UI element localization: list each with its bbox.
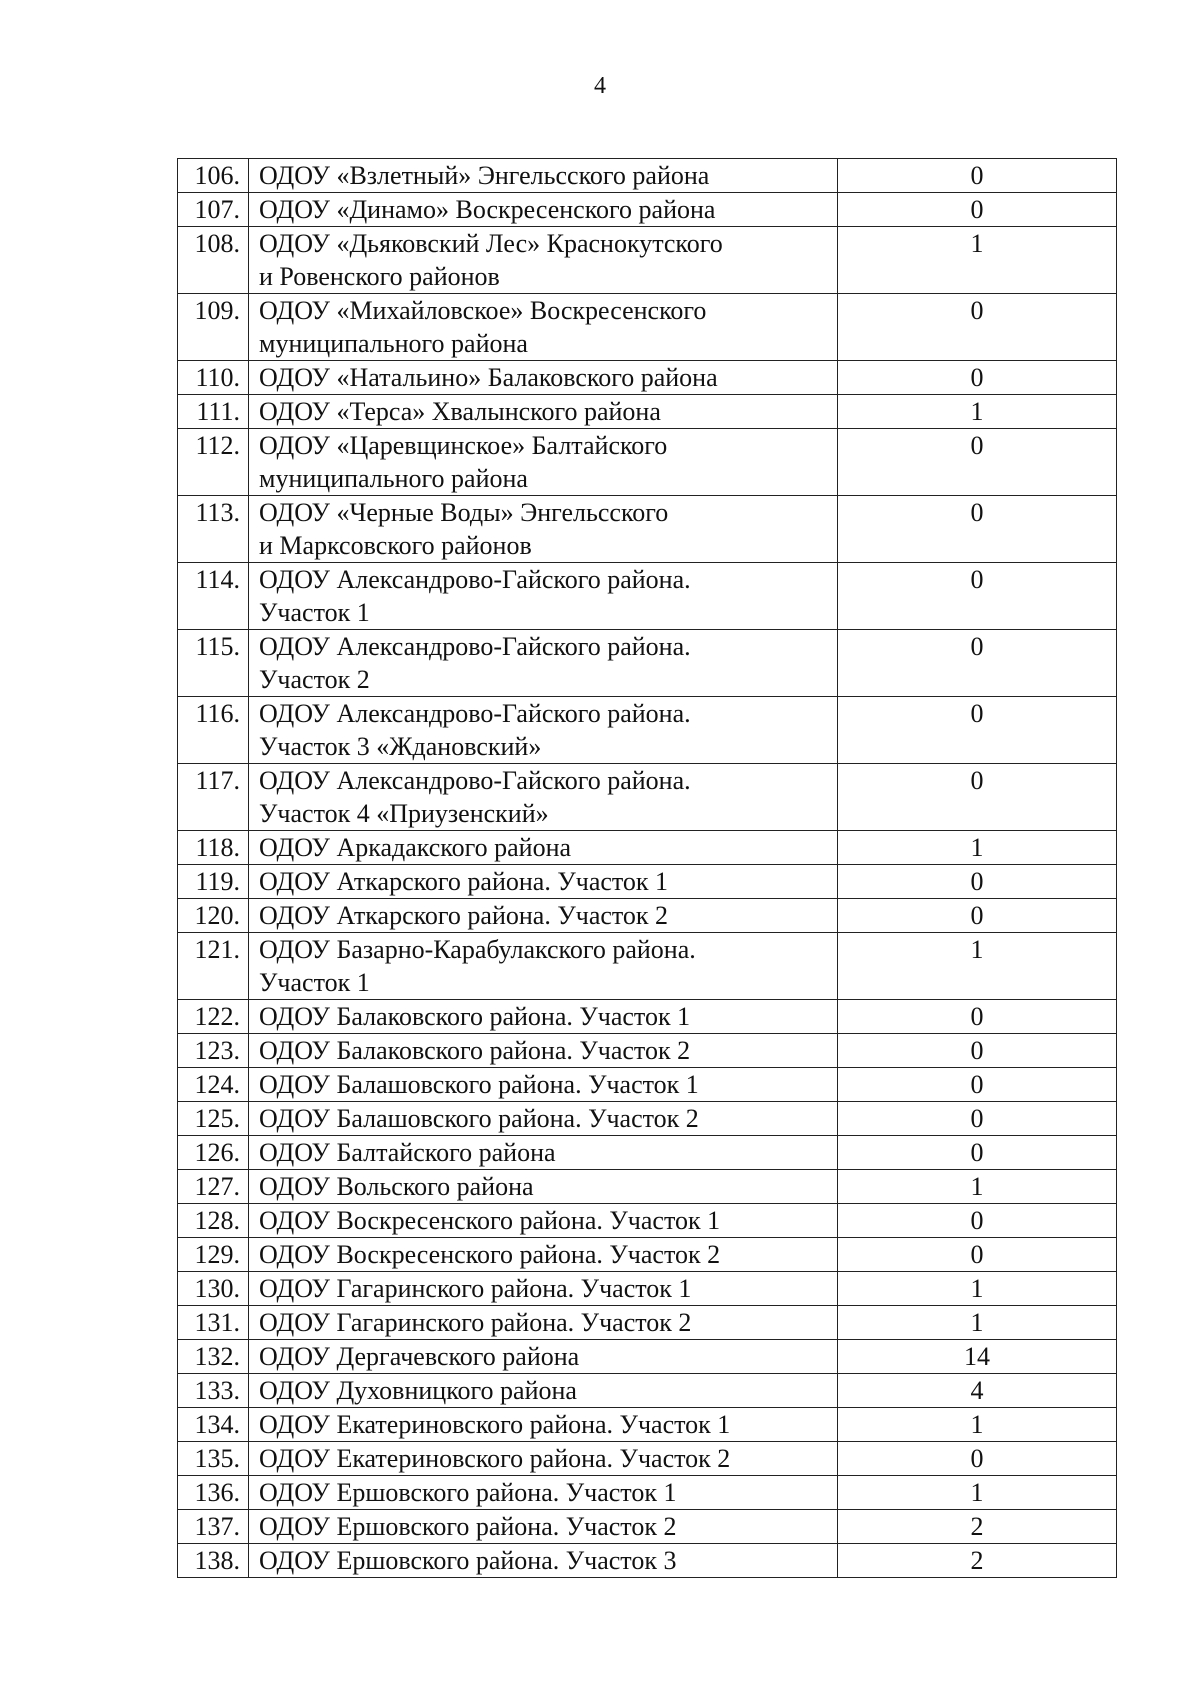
- row-name: [249, 831, 838, 865]
- row-name-line: Участок 4 «Приузенский»: [259, 799, 549, 828]
- table-row: [178, 1442, 1117, 1476]
- table-row: [178, 395, 1117, 429]
- row-name: [249, 1408, 838, 1442]
- row-number: 112.: [178, 429, 249, 496]
- row-value: 1: [838, 831, 1117, 865]
- row-name-line: ОДОУ Вольского района: [259, 1172, 534, 1201]
- row-name: [249, 159, 838, 193]
- row-name-line: ОДОУ Ершовского района. Участок 2: [259, 1512, 677, 1541]
- row-value: 0: [838, 361, 1117, 395]
- row-value: 1: [838, 395, 1117, 429]
- table-row: [178, 630, 1117, 697]
- row-number: 137.: [178, 1510, 249, 1544]
- row-name: [249, 1374, 838, 1408]
- row-number: 126.: [178, 1136, 249, 1170]
- row-value: 0: [838, 1238, 1117, 1272]
- row-name-line: ОДОУ Воскресенского района. Участок 2: [259, 1240, 721, 1269]
- table-row: [178, 865, 1117, 899]
- row-number: 128.: [178, 1204, 249, 1238]
- row-name: [249, 1170, 838, 1204]
- row-name: [249, 193, 838, 227]
- row-value: 0: [838, 1068, 1117, 1102]
- table-row: [178, 159, 1117, 193]
- row-number: 116.: [178, 697, 249, 764]
- row-name-line: Участок 1: [259, 968, 370, 997]
- row-value: 0: [838, 1204, 1117, 1238]
- row-value: 0: [838, 697, 1117, 764]
- row-value: 4: [838, 1374, 1117, 1408]
- table-row: [178, 1476, 1117, 1510]
- row-name: [249, 1204, 838, 1238]
- page-number: 4: [594, 73, 606, 99]
- row-value: 0: [838, 193, 1117, 227]
- row-name-line: ОДОУ Аркадакского района: [259, 833, 572, 862]
- table-row: [178, 429, 1117, 496]
- row-name: [249, 1442, 838, 1476]
- row-name-line: ОДОУ Балтайского района: [259, 1138, 556, 1167]
- row-name-line: муниципального района: [259, 464, 528, 493]
- row-name-line: ОДОУ Гагаринского района. Участок 2: [259, 1308, 692, 1337]
- row-name-line: Участок 3 «Ждановский»: [259, 732, 542, 761]
- row-name-line: ОДОУ «Михайловское» Воскресенского: [259, 296, 707, 325]
- row-number: 110.: [178, 361, 249, 395]
- row-number: 117.: [178, 764, 249, 831]
- row-number: 121.: [178, 933, 249, 1000]
- row-name-line: ОДОУ Александрово-Гайского района.: [259, 632, 691, 661]
- row-name-line: ОДОУ Балашовского района. Участок 2: [259, 1104, 699, 1133]
- row-value: 1: [838, 227, 1117, 294]
- row-name: [249, 933, 838, 1000]
- row-name: [249, 865, 838, 899]
- row-number: 106.: [178, 159, 249, 193]
- row-name: [249, 899, 838, 933]
- row-number: 132.: [178, 1340, 249, 1374]
- row-name-line: ОДОУ «Терса» Хвалынского района: [259, 397, 661, 426]
- table-row: [178, 1340, 1117, 1374]
- row-value: 0: [838, 1136, 1117, 1170]
- row-name: [249, 1476, 838, 1510]
- row-value: 0: [838, 1000, 1117, 1034]
- row-number: 127.: [178, 1170, 249, 1204]
- row-number: 111.: [178, 395, 249, 429]
- row-name: [249, 764, 838, 831]
- row-name-line: ОДОУ Базарно-Карабулакского района.: [259, 935, 696, 964]
- row-name: [249, 697, 838, 764]
- row-name-line: Участок 1: [259, 598, 370, 627]
- row-name-line: ОДОУ Екатериновского района. Участок 2: [259, 1444, 731, 1473]
- row-name: [249, 1068, 838, 1102]
- row-name: [249, 1136, 838, 1170]
- row-value: 0: [838, 899, 1117, 933]
- table-row: [178, 294, 1117, 361]
- row-number: 138.: [178, 1544, 249, 1578]
- table-row: [178, 697, 1117, 764]
- row-name-line: ОДОУ «Царевщинское» Балтайского: [259, 431, 668, 460]
- row-name-line: ОДОУ «Дьяковский Лес» Краснокутского: [259, 229, 723, 258]
- row-name: [249, 1102, 838, 1136]
- row-value: 0: [838, 764, 1117, 831]
- table-row: [178, 764, 1117, 831]
- row-name-line: ОДОУ Гагаринского района. Участок 1: [259, 1274, 692, 1303]
- row-name-line: ОДОУ Балашовского района. Участок 1: [259, 1070, 699, 1099]
- row-name: [249, 1000, 838, 1034]
- row-name: [249, 1544, 838, 1578]
- row-number: 108.: [178, 227, 249, 294]
- row-name: [249, 1238, 838, 1272]
- row-name-line: ОДОУ «Динамо» Воскресенского района: [259, 195, 716, 224]
- row-name: [249, 1034, 838, 1068]
- table-row: [178, 1238, 1117, 1272]
- row-number: 129.: [178, 1238, 249, 1272]
- row-name-line: ОДОУ Александрово-Гайского района.: [259, 565, 691, 594]
- row-value: 0: [838, 496, 1117, 563]
- table-row: [178, 1102, 1117, 1136]
- row-name-line: ОДОУ Воскресенского района. Участок 1: [259, 1206, 721, 1235]
- row-name-line: ОДОУ Екатериновского района. Участок 1: [259, 1410, 731, 1439]
- table-row: [178, 1000, 1117, 1034]
- table-row: [178, 496, 1117, 563]
- row-name-line: ОДОУ «Натальино» Балаковского района: [259, 363, 718, 392]
- row-value: 1: [838, 1408, 1117, 1442]
- row-number: 115.: [178, 630, 249, 697]
- row-number: 107.: [178, 193, 249, 227]
- row-number: 114.: [178, 563, 249, 630]
- row-name: [249, 630, 838, 697]
- table-row: [178, 227, 1117, 294]
- table-row: [178, 899, 1117, 933]
- row-name-line: ОДОУ «Черные Воды» Энгельсского: [259, 498, 669, 527]
- row-value: 0: [838, 1102, 1117, 1136]
- row-name: [249, 1510, 838, 1544]
- row-number: 130.: [178, 1272, 249, 1306]
- row-value: 0: [838, 1442, 1117, 1476]
- row-name: [249, 563, 838, 630]
- row-value: 0: [838, 563, 1117, 630]
- row-name-line: ОДОУ Аткарского района. Участок 1: [259, 867, 669, 896]
- table-body: [178, 159, 1117, 1578]
- row-value: 0: [838, 294, 1117, 361]
- table-row: [178, 193, 1117, 227]
- row-number: 119.: [178, 865, 249, 899]
- row-value: 14: [838, 1340, 1117, 1374]
- table-row: [178, 1544, 1117, 1578]
- row-name-line: ОДОУ Духовницкого района: [259, 1376, 577, 1405]
- row-value: 1: [838, 933, 1117, 1000]
- table-row: [178, 1170, 1117, 1204]
- row-number: 124.: [178, 1068, 249, 1102]
- row-value: 1: [838, 1476, 1117, 1510]
- table-row: [178, 933, 1117, 1000]
- row-name: [249, 429, 838, 496]
- row-name: [249, 395, 838, 429]
- table-row: [178, 361, 1117, 395]
- row-name-line: ОДОУ Балаковского района. Участок 2: [259, 1036, 691, 1065]
- row-name: [249, 496, 838, 563]
- row-name-line: ОДОУ Ершовского района. Участок 3: [259, 1546, 677, 1575]
- row-name: [249, 1306, 838, 1340]
- row-number: 113.: [178, 496, 249, 563]
- row-number: 134.: [178, 1408, 249, 1442]
- row-number: 135.: [178, 1442, 249, 1476]
- table-row: [178, 1034, 1117, 1068]
- row-number: 125.: [178, 1102, 249, 1136]
- data-table: [177, 158, 1117, 1578]
- row-value: 1: [838, 1272, 1117, 1306]
- row-value: 0: [838, 1034, 1117, 1068]
- table-row: [178, 563, 1117, 630]
- row-name-line: ОДОУ Аткарского района. Участок 2: [259, 901, 669, 930]
- table-row: [178, 1408, 1117, 1442]
- row-number: 131.: [178, 1306, 249, 1340]
- row-value: 1: [838, 1170, 1117, 1204]
- row-number: 133.: [178, 1374, 249, 1408]
- table-row: [178, 1068, 1117, 1102]
- row-name-line: ОДОУ «Взлетный» Энгельсского района: [259, 161, 710, 190]
- row-name-line: и Ровенского районов: [259, 262, 500, 291]
- row-name-line: ОДОУ Александрово-Гайского района.: [259, 766, 691, 795]
- row-value: 0: [838, 630, 1117, 697]
- table-row: [178, 1272, 1117, 1306]
- table-row: [178, 1374, 1117, 1408]
- row-name: [249, 361, 838, 395]
- row-value: 0: [838, 865, 1117, 899]
- row-number: 120.: [178, 899, 249, 933]
- row-value: 2: [838, 1510, 1117, 1544]
- row-value: 2: [838, 1544, 1117, 1578]
- row-name-line: муниципального района: [259, 329, 528, 358]
- row-name-line: ОДОУ Ершовского района. Участок 1: [259, 1478, 677, 1507]
- row-name-line: ОДОУ Дергачевского района: [259, 1342, 580, 1371]
- row-number: 122.: [178, 1000, 249, 1034]
- row-name-line: ОДОУ Александрово-Гайского района.: [259, 699, 691, 728]
- table-row: [178, 831, 1117, 865]
- row-name-line: Участок 2: [259, 665, 370, 694]
- row-number: 109.: [178, 294, 249, 361]
- row-number: 123.: [178, 1034, 249, 1068]
- row-name: [249, 227, 838, 294]
- row-name-line: и Марксовского районов: [259, 531, 532, 560]
- table-row: [178, 1510, 1117, 1544]
- row-name-line: ОДОУ Балаковского района. Участок 1: [259, 1002, 691, 1031]
- table-row: [178, 1204, 1117, 1238]
- row-name: [249, 294, 838, 361]
- row-value: 0: [838, 429, 1117, 496]
- row-value: 1: [838, 1306, 1117, 1340]
- row-name: [249, 1340, 838, 1374]
- row-name: [249, 1272, 838, 1306]
- table-row: [178, 1136, 1117, 1170]
- row-number: 118.: [178, 831, 249, 865]
- table-row: [178, 1306, 1117, 1340]
- row-value: 0: [838, 159, 1117, 193]
- row-number: 136.: [178, 1476, 249, 1510]
